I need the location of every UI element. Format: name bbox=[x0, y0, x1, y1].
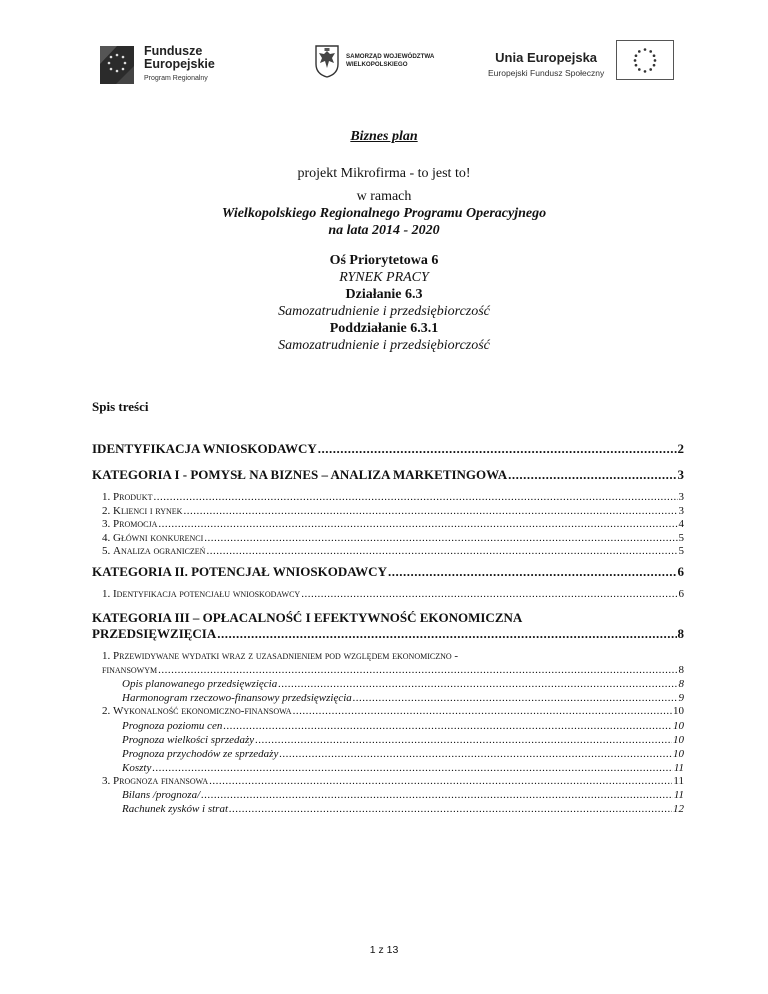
toc-entry-label: Prognoza poziomu cen bbox=[122, 719, 223, 732]
toc-page-number: 6 bbox=[678, 587, 684, 600]
toc-entry-number: 2. bbox=[102, 504, 111, 517]
toc-page-number: 3 bbox=[678, 504, 684, 517]
eagle-crest-icon bbox=[314, 44, 340, 78]
toc-entry-sprzedaz[interactable] bbox=[92, 733, 684, 747]
toc-entry-wydatki-line1[interactable] bbox=[92, 650, 684, 664]
toc-leader bbox=[279, 747, 672, 761]
toc-entry-konkurenci[interactable] bbox=[92, 532, 684, 546]
samorzad-wielkopolska-logo bbox=[314, 44, 434, 78]
toc-page-number: 2 bbox=[677, 441, 684, 456]
toc-page-number: 5 bbox=[678, 545, 684, 557]
toc-leader bbox=[353, 691, 678, 705]
samorzad-line2: WIELKOPOLSKIEGO bbox=[346, 61, 408, 68]
toc-entry-label: Koszty bbox=[122, 761, 152, 774]
toc-page-number: 9 bbox=[678, 692, 684, 704]
toc-entry-label: KATEGORIA I - POMYSŁ NA BIZNES – ANALIZA MARKETINGOWA bbox=[92, 467, 508, 482]
toc-entry-label: Prognoza przychodów ze sprzedaży bbox=[122, 747, 279, 760]
program-regionalny-text: Program Regionalny bbox=[144, 75, 208, 82]
toc-entry-promocja[interactable] bbox=[92, 518, 684, 532]
fundusze-europejskie-icon bbox=[94, 42, 138, 88]
toc-entry-produkt[interactable] bbox=[92, 491, 684, 505]
toc-entry-number: 2. bbox=[102, 705, 111, 717]
unia-europejska-logo bbox=[488, 44, 604, 78]
toc-leader bbox=[293, 705, 672, 719]
w-ramach-text: w ramach bbox=[356, 189, 412, 204]
toc-entry-rachunek[interactable] bbox=[92, 802, 684, 816]
toc-page-number: 8 bbox=[677, 626, 684, 641]
measure: Działanie 6.3 bbox=[345, 287, 423, 302]
toc-leader bbox=[183, 505, 677, 519]
toc-page-number: 10 bbox=[673, 705, 684, 717]
toc-entry-label: Główni konkurenci bbox=[113, 531, 204, 544]
toc-entry-kategoria-2[interactable] bbox=[92, 564, 684, 580]
submeasure: Poddziałanie 6.3.1 bbox=[329, 321, 439, 336]
toc-page-number: 5 bbox=[678, 531, 684, 544]
toc-leader bbox=[204, 532, 677, 546]
toc-entry-label: Produkt bbox=[113, 491, 153, 503]
fundusze-europejskie-logo bbox=[94, 42, 215, 88]
toc-page-number: 11 bbox=[673, 761, 684, 774]
eu-flag-icon bbox=[616, 40, 674, 80]
toc-entry-prognoza-finansowa[interactable] bbox=[92, 775, 684, 789]
toc-entry-label: Prognoza wielkości sprzedaży bbox=[122, 733, 255, 746]
toc-entry-number: 3. bbox=[102, 518, 111, 530]
toc-page-number: 10 bbox=[673, 733, 684, 746]
toc-entry-label: finansowym bbox=[102, 663, 158, 676]
toc-leader bbox=[209, 775, 672, 789]
toc-page-number: 3 bbox=[678, 491, 684, 503]
toc-page-number: 12 bbox=[673, 803, 684, 815]
toc-leader bbox=[318, 441, 677, 457]
toc-entry-number: 1. bbox=[102, 650, 111, 662]
toc-leader bbox=[223, 719, 672, 733]
toc-entry-label: KATEGORIA II. POTENCJAŁ WNIOSKODAWCY bbox=[92, 563, 387, 579]
toc-entry-label: PRZEDSIĘWZIĘCIA bbox=[92, 626, 217, 641]
table-of-contents bbox=[92, 436, 684, 816]
document-title: Biznes plan bbox=[350, 129, 418, 144]
toc-entry-label: IDENTYFIKACJA WNIOSKODAWCY bbox=[92, 441, 317, 456]
toc-entry-label: Prognoza finansowa bbox=[113, 774, 209, 787]
program-name-line1: Wielkopolskiego Regionalnego Programu Operacyjnego bbox=[221, 206, 547, 221]
priority-axis: Oś Priorytetowa 6 bbox=[329, 253, 439, 268]
toc-entry-label: Harmonogram rzeczowo-finansowy przedsięwzięcia bbox=[122, 692, 352, 704]
toc-heading: Spis treści bbox=[92, 399, 149, 414]
toc-entry-ceny[interactable] bbox=[92, 719, 684, 733]
toc-leader bbox=[152, 761, 672, 775]
toc-entry-label: Opis planowanego przedsięwzięcia bbox=[122, 678, 278, 690]
toc-page-number: 3 bbox=[677, 467, 684, 482]
toc-leader bbox=[201, 788, 673, 802]
toc-leader bbox=[301, 588, 677, 602]
unia-europejska-text: Unia Europejska bbox=[495, 50, 598, 65]
fundusze-text: Fundusze bbox=[144, 44, 203, 58]
toc-entry-label: Przewidywane wydatki wraz z uzasadnieniem pod względem ekonomiczno - bbox=[113, 650, 459, 662]
toc-entry-harmonogram[interactable] bbox=[92, 691, 684, 705]
toc-entry-identyfikacja[interactable] bbox=[92, 441, 684, 457]
logo-strip bbox=[94, 40, 674, 96]
toc-entry-kategoria-3-line1[interactable]: KATEGORIA III – OPŁACALNOŚĆ I EFEKTYWNOŚĆ EKONOMICZNA bbox=[92, 610, 523, 625]
toc-entry-opis[interactable] bbox=[92, 677, 684, 691]
toc-page-number: 11 bbox=[673, 774, 684, 787]
toc-leader bbox=[158, 664, 677, 678]
toc-entry-wykonalnosc[interactable] bbox=[92, 705, 684, 719]
toc-entry-label: Rachunek zysków i strat bbox=[122, 803, 229, 815]
toc-page-number: 8 bbox=[678, 663, 684, 676]
toc-entry-kategoria-3[interactable] bbox=[92, 626, 684, 642]
toc-entry-potencjal[interactable] bbox=[92, 588, 684, 602]
toc-page-number: 10 bbox=[673, 719, 684, 732]
toc-leader bbox=[278, 677, 677, 691]
efs-text: Europejski Fundusz Społeczny bbox=[488, 68, 605, 78]
priority-axis-name: RYNEK PRACY bbox=[339, 270, 429, 285]
toc-page-number: 4 bbox=[678, 518, 684, 530]
toc-entry-number: 5. bbox=[102, 545, 111, 557]
toc-page-number: 10 bbox=[673, 747, 684, 760]
project-name: projekt Mikrofirma - to jest to! bbox=[297, 166, 471, 181]
toc-leader bbox=[158, 518, 677, 532]
toc-entry-number: 1. bbox=[102, 491, 111, 503]
submeasure-name: Samozatrudnienie i przedsiębiorczość bbox=[278, 338, 490, 353]
toc-entry-wydatki[interactable] bbox=[92, 664, 684, 678]
toc-entry-kategoria-1[interactable] bbox=[92, 467, 684, 483]
toc-entry-number: 3. bbox=[102, 774, 111, 787]
toc-entry-label: Wykonalność ekonomiczno-finansowa bbox=[113, 705, 292, 717]
europejskie-text: Europejskie bbox=[144, 57, 215, 71]
samorzad-line1: SAMORZĄD WOJEWÓDZTWA bbox=[346, 53, 435, 60]
toc-entry-number: 1. bbox=[102, 587, 111, 600]
toc-leader bbox=[388, 564, 677, 580]
toc-entry-label: Analiza ograniczeń bbox=[113, 545, 206, 557]
toc-page-number: 11 bbox=[673, 789, 684, 801]
toc-entry-label: Klienci i rynek bbox=[113, 504, 183, 517]
toc-entry-przychody[interactable] bbox=[92, 747, 684, 761]
toc-entry-klienci[interactable] bbox=[92, 505, 684, 519]
toc-leader bbox=[206, 545, 677, 559]
toc-leader bbox=[255, 733, 672, 747]
toc-entry-bilans[interactable] bbox=[92, 788, 684, 802]
toc-entry-label: Identyfikacja potencjału wnioskodawcy bbox=[113, 587, 301, 600]
program-name-line2: na lata 2014 - 2020 bbox=[328, 223, 440, 238]
measure-name: Samozatrudnienie i przedsiębiorczość bbox=[278, 304, 490, 319]
toc-leader bbox=[217, 626, 676, 642]
toc-leader bbox=[153, 491, 677, 505]
toc-leader bbox=[508, 467, 676, 483]
toc-entry-ograniczenia[interactable] bbox=[92, 545, 684, 559]
toc-entry-number: 4. bbox=[102, 531, 111, 544]
toc-entry-label: Bilans /prognoza/ bbox=[122, 789, 201, 801]
page-footer: 1 z 13 bbox=[369, 944, 399, 956]
toc-page-number: 6 bbox=[677, 563, 684, 579]
toc-entry-koszty[interactable] bbox=[92, 761, 684, 775]
toc-entry-label: Promocja bbox=[113, 518, 158, 530]
toc-page-number: 8 bbox=[678, 678, 684, 690]
toc-leader bbox=[229, 802, 672, 816]
